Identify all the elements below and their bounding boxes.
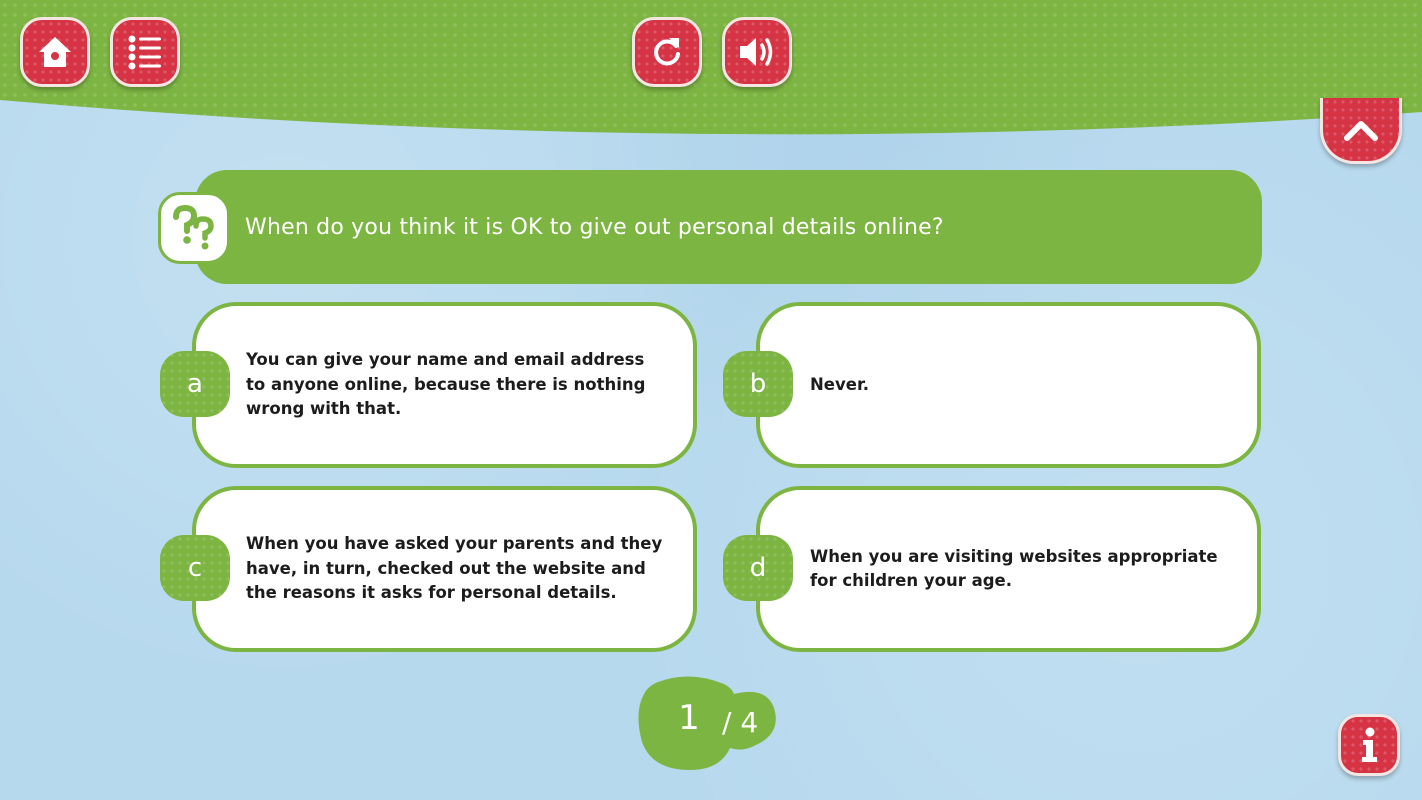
- question-banner: [195, 170, 1262, 284]
- home-icon: [35, 32, 75, 72]
- page-indicator-shape: [638, 672, 780, 772]
- answer-card-a[interactable]: [192, 302, 697, 468]
- page-total: / 4: [722, 706, 759, 739]
- answer-text-d: When you are visiting websites appropriate for children your age.: [810, 546, 1218, 590]
- answer-letter-a[interactable]: a: [160, 351, 230, 417]
- top-bar: [0, 0, 1422, 140]
- answer-card-d[interactable]: [756, 486, 1261, 652]
- answer-card-c[interactable]: [192, 486, 697, 652]
- answer-text-b: Never.: [810, 374, 869, 394]
- list-icon: [124, 31, 166, 73]
- info-icon: [1354, 725, 1384, 765]
- answer-letter-b[interactable]: b: [723, 351, 793, 417]
- restart-button[interactable]: [632, 17, 702, 87]
- sound-button[interactable]: [722, 17, 792, 87]
- question-badge: [158, 192, 230, 264]
- page-indicator: [638, 672, 780, 772]
- answer-text-c: When you have asked your parents and they have, in turn, checked out the website and the reasons it asks for personal details.: [246, 534, 663, 603]
- question-text: When do you think it is OK to give out personal details online?: [245, 214, 944, 240]
- chevron-up-icon: [1341, 116, 1381, 144]
- speaker-icon: [735, 32, 779, 72]
- answer-text-a: You can give your name and email address to anyone online, because there is nothing wrong with that.: [246, 350, 646, 419]
- page-current: 1: [678, 698, 700, 738]
- question-marks-icon: [166, 200, 222, 256]
- top-bar-shape: [0, 0, 1422, 140]
- collapse-button[interactable]: [1320, 98, 1402, 164]
- answer-letter-d[interactable]: d: [723, 535, 793, 601]
- restart-icon: [647, 32, 687, 72]
- info-button[interactable]: [1338, 714, 1400, 776]
- menu-button[interactable]: [110, 17, 180, 87]
- answer-card-b[interactable]: [756, 302, 1261, 468]
- home-button[interactable]: [20, 17, 90, 87]
- answer-letter-c[interactable]: c: [160, 535, 230, 601]
